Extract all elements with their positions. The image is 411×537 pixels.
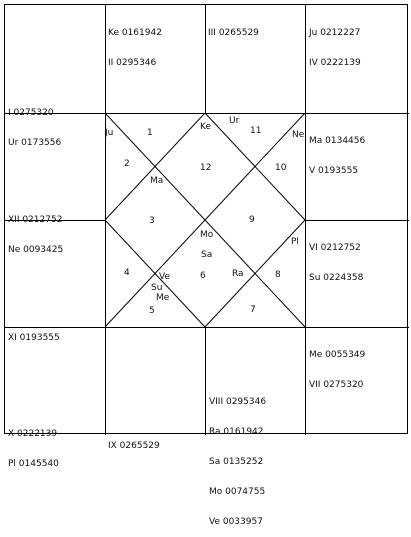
cell-line: Ra 0161942 xyxy=(209,427,264,437)
planet-ve: Ve xyxy=(159,272,170,282)
cell-line: Ur 0173556 xyxy=(8,138,62,148)
cell-line: IV 0222139 xyxy=(309,58,361,68)
planet-mo: Mo xyxy=(200,230,214,240)
cell-line: Ke 0161942 xyxy=(108,28,162,38)
house-10: 10 xyxy=(275,163,287,173)
cell-line: Ma 0134456 xyxy=(309,136,366,146)
house-8: 8 xyxy=(275,270,281,280)
cell-bottom-mid-right xyxy=(209,377,266,537)
cell-right-lower xyxy=(309,223,363,293)
cell-line: Pl 0145540 xyxy=(8,459,59,469)
cell-top-mid-left xyxy=(108,8,162,78)
cell-line: Ju 0212227 xyxy=(309,28,361,38)
cell-left-lower xyxy=(8,313,60,353)
house-1: 1 xyxy=(147,128,153,138)
planet-pl: Pl xyxy=(291,237,299,247)
cell-line: Mo 0074755 xyxy=(209,487,266,497)
planet-su: Su xyxy=(151,283,163,293)
cell-right-upper xyxy=(309,116,365,186)
house-11: 11 xyxy=(250,126,262,136)
center-chart xyxy=(105,113,305,327)
house-7: 7 xyxy=(250,305,256,315)
house-3: 3 xyxy=(149,216,155,226)
cell-top-left xyxy=(8,88,61,158)
planet-ke: Ke xyxy=(200,122,211,132)
house-2: 2 xyxy=(124,159,130,169)
house-9: 9 xyxy=(249,215,255,225)
planet-ur: Ur xyxy=(229,116,240,126)
cell-top-right xyxy=(309,8,361,78)
cell-line: Ve 0033957 xyxy=(209,517,263,527)
cell-bottom-left xyxy=(8,409,59,479)
cell-line: VIII 0295346 xyxy=(209,397,267,407)
cell-line: XII 0212752 xyxy=(8,215,63,225)
house-6: 6 xyxy=(200,271,206,281)
planet-sa: Sa xyxy=(201,250,213,260)
cell-line: VII 0275320 xyxy=(309,380,364,390)
planet-me: Me xyxy=(156,293,170,303)
cell-bottom-mid-left xyxy=(108,421,160,461)
planet-ju: Ju xyxy=(105,128,114,138)
grid-line xyxy=(205,327,206,435)
cell-line: IX 0265529 xyxy=(108,441,160,451)
cell-line: II 0295346 xyxy=(108,58,157,68)
cell-line: Ne 0093425 xyxy=(8,245,64,255)
planet-ra: Ra xyxy=(232,269,244,279)
planet-ma: Ma xyxy=(150,176,164,186)
cell-top-mid-right xyxy=(208,8,259,48)
grid-line xyxy=(5,327,409,328)
house-4: 4 xyxy=(124,268,130,278)
cell-line: V 0193555 xyxy=(309,166,359,176)
planet-ne: Ne xyxy=(292,130,305,140)
cell-line: Su 0224358 xyxy=(309,273,364,283)
cell-line: III 0265529 xyxy=(208,28,259,38)
cell-line: I 0275320 xyxy=(8,108,54,118)
grid-line xyxy=(205,5,206,114)
cell-line: X 0222139 xyxy=(8,429,58,439)
cell-left-upper xyxy=(8,195,63,265)
cell-line: VI 0212752 xyxy=(309,243,361,253)
cell-line: Me 0055349 xyxy=(309,350,366,360)
grid-line xyxy=(305,220,409,221)
cell-bottom-right xyxy=(309,330,365,400)
house-5: 5 xyxy=(149,306,155,316)
cell-line: XI 0193555 xyxy=(8,333,60,343)
house-12: 12 xyxy=(200,163,212,173)
cell-line: Sa 0135252 xyxy=(209,457,264,467)
